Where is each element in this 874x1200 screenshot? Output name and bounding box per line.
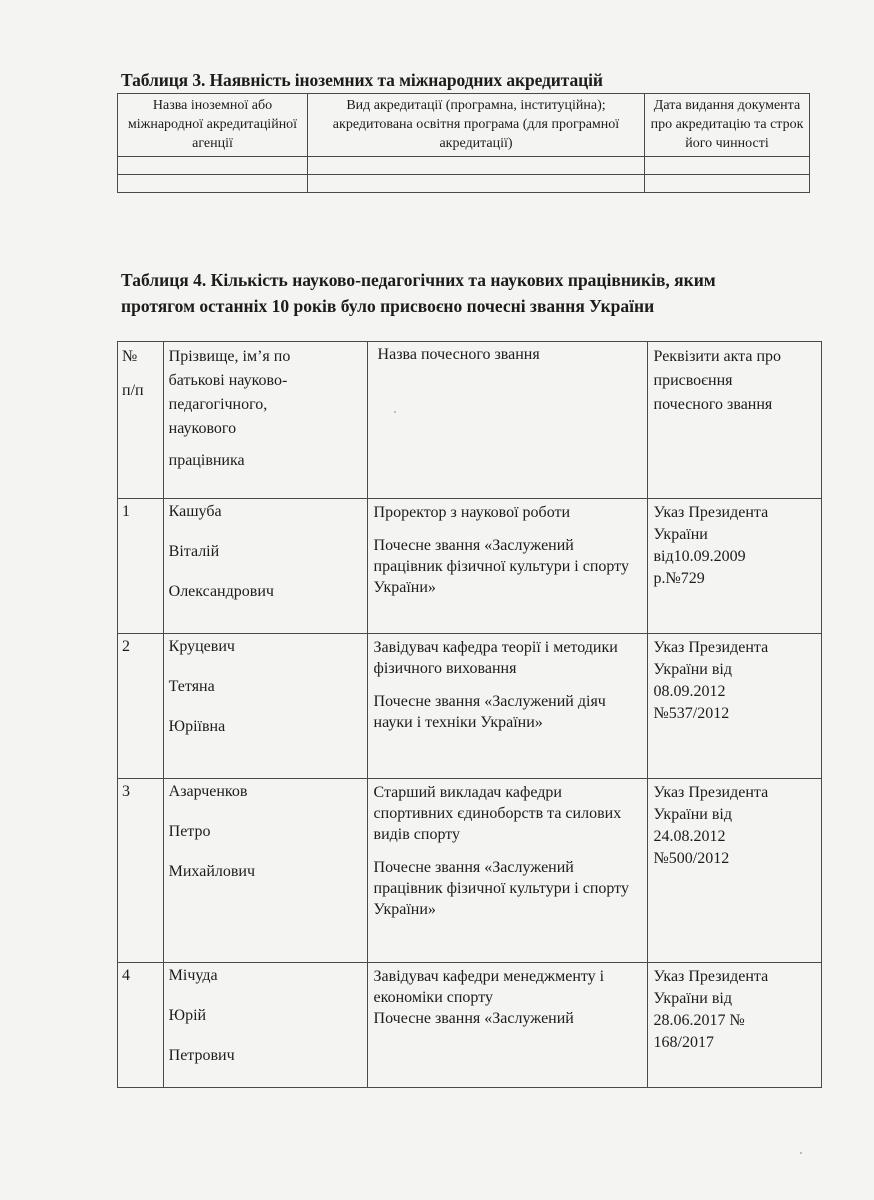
surname: Круцевич	[168, 638, 235, 655]
header-text: батькові науково-	[168, 372, 288, 389]
table3-header-agency: Назва іноземної або міжнародної акредитаційної агенції	[118, 94, 308, 157]
patronymic: Юріївна	[168, 718, 226, 735]
position: Завідувач кафедри менеджменту і економіки спорту	[373, 968, 605, 1006]
row-name	[163, 634, 367, 779]
surname: Кашуба	[168, 503, 222, 520]
table-row	[118, 634, 822, 779]
act-text: 08.09.2012	[653, 683, 726, 700]
honorary-title: Почесне звання «Заслужений	[373, 1010, 574, 1027]
honorary-title: Почесне звання «Заслужений працівник фізичної культури і спорту України»	[373, 859, 629, 918]
header-text: наукового	[168, 420, 237, 437]
act-text: України від	[653, 990, 733, 1007]
act-text: 24.08.2012	[653, 828, 726, 845]
header-text: Реквізити акта про	[653, 348, 782, 365]
table3-accreditations	[117, 93, 810, 193]
act-text: 168/2017	[653, 1034, 714, 1051]
table-cell	[645, 157, 810, 175]
table-row	[118, 963, 822, 1088]
table3-header-date: Дата видання документа про акредитацію та строк його чинності	[645, 94, 810, 157]
table3-header-type: Вид акредитації (програмна, інституційна); акредитована освітня програма (для програмної акредитації)	[308, 94, 645, 157]
surname: Мічуда	[168, 967, 218, 984]
header-text: №	[122, 348, 138, 365]
table4-header-name	[163, 342, 367, 499]
act-text: України	[653, 526, 708, 543]
position: Проректор з наукової роботи	[373, 504, 571, 521]
header-text: педагогічного,	[168, 396, 268, 413]
row-number: 3	[118, 779, 164, 963]
row-name	[163, 963, 367, 1088]
act-text: від10.09.2009	[653, 548, 746, 565]
table-cell	[308, 157, 645, 175]
act-text: Указ Президента	[653, 504, 769, 521]
act-text: р.№729	[653, 570, 705, 587]
first-name: Юрій	[168, 1007, 207, 1024]
scan-speck	[394, 411, 396, 413]
table4-title	[121, 267, 821, 319]
act-text: 28.06.2017 №	[653, 1012, 745, 1029]
act-text: Указ Президента	[653, 784, 769, 801]
row-name	[163, 779, 367, 963]
table-row	[118, 499, 822, 634]
first-name: Віталій	[168, 543, 220, 560]
row-name	[163, 499, 367, 634]
patronymic: Михайлович	[168, 863, 256, 880]
header-text: п/п	[122, 382, 144, 399]
row-title	[367, 634, 647, 779]
row-act	[647, 634, 822, 779]
row-number: 2	[118, 634, 164, 779]
header-text: присвоєння	[653, 372, 733, 389]
act-text: №537/2012	[653, 705, 730, 722]
table4-header-row	[118, 342, 822, 499]
table-cell	[118, 175, 308, 193]
row-title	[367, 779, 647, 963]
first-name: Тетяна	[168, 678, 215, 695]
row-act	[647, 963, 822, 1088]
act-text: України від	[653, 806, 733, 823]
table4-header-title: Назва почесного звання	[367, 342, 647, 499]
table-row	[118, 779, 822, 963]
honorary-title: Почесне звання «Заслужений діяч науки і техніки України»	[373, 693, 606, 731]
honorary-title: Почесне звання «Заслужений працівник фізичної культури і спорту України»	[373, 537, 629, 596]
table-cell	[308, 175, 645, 193]
surname: Азарченков	[168, 783, 248, 800]
position: Старший викладач кафедри спортивних єдиноборств та силових видів спорту	[373, 784, 622, 843]
table4-header-act	[647, 342, 822, 499]
row-act	[647, 499, 822, 634]
header-text: працівника	[168, 452, 245, 469]
table3-title: Таблиця 3. Наявність іноземних та міжнародних акредитацій	[121, 70, 603, 90]
row-title	[367, 963, 647, 1088]
table4-header-number	[118, 342, 164, 499]
act-text: Указ Президента	[653, 639, 769, 656]
act-text: України від	[653, 661, 733, 678]
header-text: почесного звання	[653, 396, 773, 413]
header-text: Прізвище, ім’я по	[168, 348, 291, 365]
table4-title-line: Таблиця 4. Кількість науково-педагогічних та наукових працівників, яким	[121, 270, 716, 290]
table-cell	[118, 157, 308, 175]
table-row	[118, 175, 810, 193]
table-row	[118, 157, 810, 175]
row-title	[367, 499, 647, 634]
table4-title-line: протягом останніх 10 років було присвоєно почесні звання України	[121, 296, 655, 316]
position: Завідувач кафедра теорії і методики фізичного виховання	[373, 639, 618, 677]
patronymic: Петрович	[168, 1047, 235, 1064]
first-name: Петро	[168, 823, 211, 840]
row-number: 1	[118, 499, 164, 634]
act-text: Указ Президента	[653, 968, 769, 985]
row-number: 4	[118, 963, 164, 1088]
scan-speck	[800, 1152, 802, 1154]
act-text: №500/2012	[653, 850, 730, 867]
table-cell	[645, 175, 810, 193]
table4-honorary-titles	[117, 341, 822, 1088]
table3-header-row	[118, 94, 810, 157]
patronymic: Олександрович	[168, 583, 274, 600]
row-act	[647, 779, 822, 963]
